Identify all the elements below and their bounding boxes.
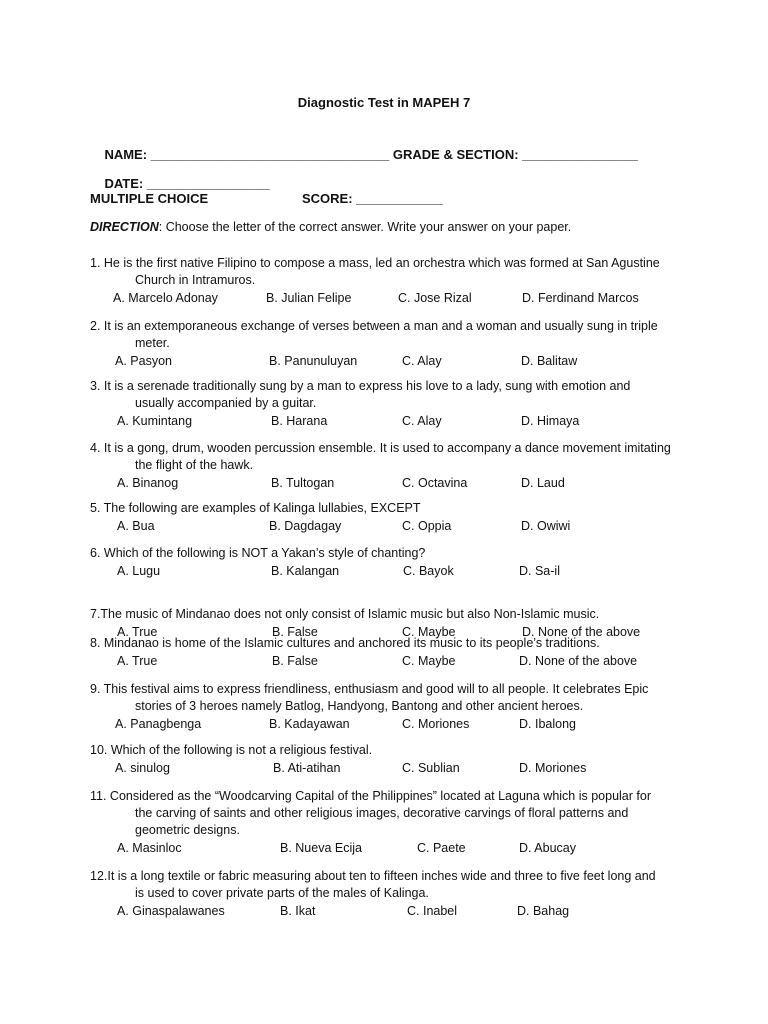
answer-choice-b: B. False (272, 654, 318, 668)
question-text-continued: usually accompanied by a guitar. (135, 396, 317, 410)
answer-choice-c: C. Oppia (402, 519, 452, 533)
answer-choice-c: C. Jose Rizal (398, 291, 472, 305)
answer-choices (90, 903, 690, 921)
question-item (90, 742, 690, 778)
answer-choices (90, 518, 690, 536)
answer-choice-a: A. Bua (117, 519, 155, 533)
answer-choice-d: D. Owiwi (521, 519, 571, 533)
question-item (90, 500, 690, 536)
answer-choices (90, 716, 690, 734)
answer-choice-a: A. Kumintang (117, 414, 193, 428)
question-item (90, 255, 690, 308)
answer-choice-b: B. Nueva Ecija (280, 841, 362, 855)
answer-choices (90, 413, 690, 431)
answer-choices (90, 840, 690, 858)
answer-choice-b: B. False (272, 625, 318, 639)
question-text-continued: geometric designs. (135, 823, 240, 837)
question-text-continued: the carving of saints and other religious images, decorative carvings of floral patterns and (135, 806, 629, 820)
answer-choice-d: D. Himaya (521, 414, 580, 428)
question-item (90, 788, 690, 858)
answer-choice-b: B. Ati-atihan (273, 761, 341, 775)
question-text-continued: the flight of the hawk. (135, 458, 254, 472)
answer-choice-c: C. Alay (402, 354, 442, 368)
direction-label: DIRECTION (90, 220, 159, 234)
answer-choice-d: D. Moriones (519, 761, 587, 775)
answer-choice-a: A. Binanog (117, 476, 179, 490)
answer-choice-c: C. Bayok (403, 564, 454, 578)
question-item (90, 545, 690, 581)
answer-choice-d: D. Balitaw (521, 354, 578, 368)
question-text: 9. This festival aims to express friendliness, enthusiasm and good will to all people. It celebrates Epic (90, 682, 649, 696)
question-text: 3. It is a serenade traditionally sung by a man to express his love to a lady, sung with emotion and (90, 379, 631, 393)
answer-choice-d: D. Laud (521, 476, 565, 490)
answer-choice-b: B. Dagdagay (269, 519, 342, 533)
answer-choice-d: D. Bahag (517, 904, 570, 918)
answer-choice-d: D. None of the above (519, 654, 638, 668)
question-text-continued: stories of 3 heroes namely Batlog, Handyong, Bantong and other ancient heroes. (135, 699, 584, 713)
answer-choice-c: C. Alay (402, 414, 442, 428)
answer-choice-a: A. Panagbenga (115, 717, 202, 731)
answer-choice-b: B. Panunuluyan (269, 354, 358, 368)
question-text: 2. It is an extemporaneous exchange of verses between a man and a woman and usually sung in triple (90, 319, 658, 333)
answer-choices (90, 353, 690, 371)
date-field-label: DATE: _________________ (104, 176, 270, 191)
answer-choice-c: C. Paete (417, 841, 466, 855)
answer-choice-d: D. None of the above (522, 625, 641, 639)
question-item (90, 378, 690, 431)
answer-choices (90, 475, 690, 493)
question-text-continued: Church in Intramuros. (135, 273, 256, 287)
answer-choice-d: D. Abucay (519, 841, 576, 855)
name-field-label: NAME: _________________________________ (104, 147, 390, 162)
question-text: 10. Which of the following is not a religious festival. (90, 743, 373, 757)
answer-choice-c: C. Moriones (402, 717, 470, 731)
question-text-continued: meter. (135, 336, 170, 350)
question-text-continued: is used to cover private parts of the males of Kalinga. (135, 886, 429, 900)
question-text: 1. He is the first native Filipino to compose a mass, led an orchestra which was formed at San Agustine (90, 256, 660, 270)
answer-choice-c: C. Maybe (402, 625, 456, 639)
question-text: 12.It is a long textile or fabric measuring about ten to fifteen inches wide and three to five feet long and (90, 869, 656, 883)
answer-choice-a: A. Pasyon (115, 354, 172, 368)
answer-choice-a: A. True (117, 625, 158, 639)
answer-choices (90, 760, 690, 778)
answer-choice-b: B. Harana (271, 414, 328, 428)
question-item (90, 635, 690, 671)
answer-choices (90, 290, 690, 308)
answer-choice-b: B. Kadayawan (269, 717, 350, 731)
direction-text (90, 220, 571, 234)
answer-choice-b: B. Kalangan (271, 564, 340, 578)
answer-choice-b: B. Tultogan (271, 476, 335, 490)
question-item (90, 318, 690, 371)
answer-choice-c: C. Inabel (407, 904, 458, 918)
question-text: 11. Considered as the “Woodcarving Capital of the Philippines” located at Laguna which is popular for (90, 789, 651, 803)
grade-section-field-label: GRADE & SECTION: ________________ (392, 147, 638, 162)
question-item (90, 681, 690, 734)
answer-choice-b: B. Julian Felipe (266, 291, 352, 305)
question-text: 8. Mindanao is home of the Islamic cultures and anchored its music to its people’s traditions. (90, 636, 600, 650)
answer-choices (90, 563, 690, 581)
answer-choice-c: C. Maybe (402, 654, 456, 668)
answer-choice-d: D. Sa-il (519, 564, 560, 578)
answer-choice-a: A. Lugu (117, 564, 161, 578)
answer-choice-c: C. Octavina (402, 476, 468, 490)
question-item (90, 440, 690, 493)
answer-choice-d: D. Ibalong (519, 717, 576, 731)
question-text: 5. The following are examples of Kalinga lullabies, EXCEPT (90, 501, 421, 515)
direction-body: : Choose the letter of the correct answer. Write your answer on your paper. (158, 220, 572, 234)
section-heading: MULTIPLE CHOICE (90, 191, 209, 206)
question-text: 7.The music of Mindanao does not only consist of Islamic music but also Non-Islamic music. (90, 607, 600, 621)
page-title: Diagnostic Test in MAPEH 7 (297, 95, 471, 110)
answer-choice-d: D. Ferdinand Marcos (522, 291, 639, 305)
answer-choice-b: B. Ikat (280, 904, 316, 918)
answer-choice-a: A. Marcelo Adonay (113, 291, 218, 305)
question-item (90, 868, 690, 921)
question-text: 4. It is a gong, drum, wooden percussion ensemble. It is used to accompany a dance movement imitating (90, 441, 671, 455)
answer-choice-a: A. Masinloc (117, 841, 182, 855)
score-field-label: SCORE: ____________ (302, 191, 443, 206)
answer-choice-a: A. True (117, 654, 158, 668)
answer-choice-a: A. sinulog (115, 761, 170, 775)
answer-choices (90, 653, 690, 671)
answer-choice-a: A. Ginaspalawanes (117, 904, 225, 918)
answer-choice-c: C. Sublian (402, 761, 460, 775)
question-text: 6. Which of the following is NOT a Yakan’s style of chanting? (90, 546, 426, 560)
